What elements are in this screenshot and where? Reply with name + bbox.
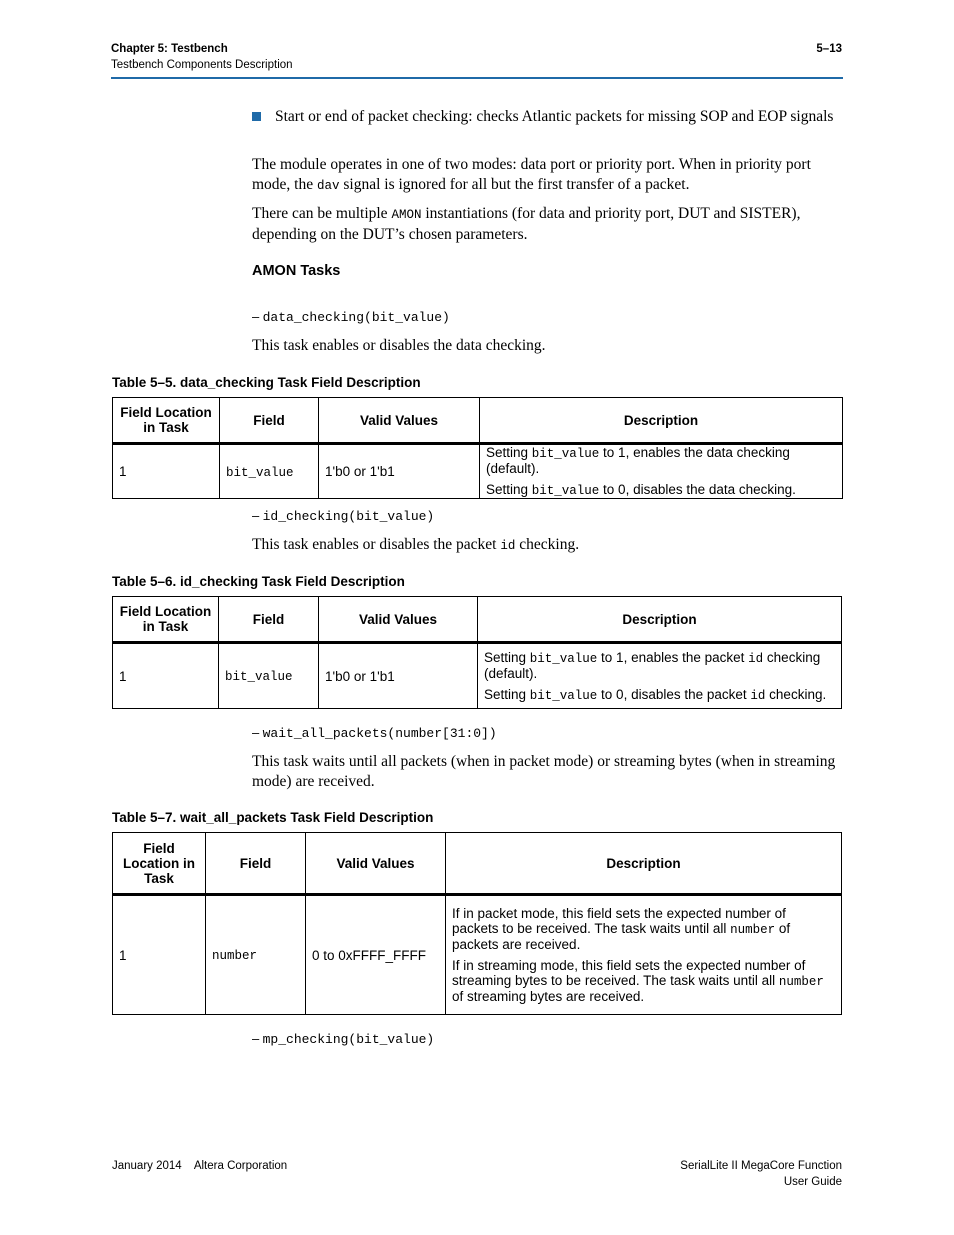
description-line	[484, 687, 835, 703]
table-caption: Table 5–6. id_checking Task Field Description	[112, 574, 405, 589]
dash: –	[252, 508, 260, 523]
inline-code: number	[730, 923, 776, 937]
signature: wait_all_packets(number[31:0])	[262, 726, 497, 741]
inline-code: id	[748, 651, 764, 666]
table-wait-all-packets	[112, 832, 842, 1015]
text: signal is ignored for all but the first transfer of a packet.	[339, 176, 690, 193]
header-cell: Field Location in Task	[113, 833, 206, 895]
cell-description	[480, 444, 843, 499]
task-signature-data-checking	[252, 309, 450, 325]
table-id-checking	[112, 596, 842, 709]
task-signature-id-checking	[252, 508, 434, 524]
cell-field	[219, 643, 319, 709]
text: Setting	[484, 649, 530, 665]
cell-field	[206, 895, 306, 1015]
header-cell: Field	[219, 597, 319, 643]
header-cell: Valid Values	[319, 398, 480, 444]
header-cell: Description	[480, 398, 843, 444]
text: checking.	[765, 686, 827, 702]
text: Setting	[486, 482, 532, 497]
header-cell: Field	[206, 833, 306, 895]
header-cell: Field Location in Task	[113, 398, 220, 444]
inline-code: bit_value	[529, 688, 598, 703]
text: checking.	[515, 536, 580, 553]
inline-code: AMON	[391, 208, 422, 222]
running-header-chapter: Chapter 5: Testbench	[111, 43, 228, 55]
description-line	[452, 958, 835, 1004]
description-line	[484, 650, 835, 681]
cell-description	[446, 895, 842, 1015]
bullet-square-icon	[252, 112, 261, 121]
header-cell: Valid Values	[306, 833, 446, 895]
footer-document-title: SerialLite II MegaCore Function	[680, 1160, 842, 1172]
paragraph-multiple	[252, 204, 840, 245]
inline-code: number	[212, 949, 258, 963]
text: to 0, disables the data checking.	[599, 482, 796, 497]
table-caption: Table 5–7. wait_all_packets Task Field Description	[112, 810, 434, 825]
inline-code: number	[778, 975, 824, 989]
text: to 1, enables the packet	[597, 649, 749, 665]
cell-location: 1	[113, 444, 220, 499]
text: The module operates in one of two modes: data port or priority port. When in priority port mode, the	[252, 156, 811, 193]
header-cell: Field Location in Task	[113, 597, 219, 643]
footer-document-subtitle: User Guide	[783, 1176, 842, 1188]
text: to 1, enables the data checking (default).	[486, 445, 790, 476]
text: checking (default).	[484, 649, 821, 681]
dash: –	[252, 725, 260, 740]
text: to 0, disables the packet	[597, 686, 751, 702]
header-cell: Field	[220, 398, 319, 444]
text: Setting	[486, 445, 532, 460]
dash: –	[252, 1031, 260, 1046]
header-cell: Valid Values	[319, 597, 478, 643]
inline-code: id	[750, 688, 766, 703]
footer-date-company: January 2014 Altera Corporation	[112, 1160, 288, 1172]
table-data-checking	[112, 397, 843, 499]
cell-valid-values: 0 to 0xFFFF_FFFF	[306, 895, 446, 1015]
inline-code: bit_value	[529, 651, 598, 666]
paragraph-modes	[252, 155, 840, 196]
bullet-text: Start or end of packet checking: checks Atlantic packets for missing SOP and EOP signals	[275, 108, 834, 125]
inline-code: bit_value	[531, 447, 600, 461]
inline-code: bit_value	[531, 484, 600, 498]
text: of streaming bytes are received.	[452, 989, 645, 1004]
header-cell: Description	[478, 597, 842, 643]
cell-description	[478, 643, 842, 709]
text: If in packet mode, this field sets the expected number of packets to be received. The task waits until all	[452, 906, 786, 936]
cell-valid-values: 1'b0 or 1'b1	[319, 643, 478, 709]
inline-code: bit_value	[225, 670, 293, 684]
signature: data_checking(bit_value)	[262, 310, 450, 325]
description-line	[486, 482, 836, 498]
cell-location: 1	[113, 643, 219, 709]
task-description	[252, 535, 840, 556]
signature: mp_checking(bit_value)	[262, 1032, 435, 1047]
page-number: 5–13	[816, 43, 842, 55]
text: There can be multiple	[252, 205, 392, 222]
cell-valid-values: 1'b0 or 1'b1	[319, 444, 480, 499]
cell-location: 1	[113, 895, 206, 1015]
table-caption: Table 5–5. data_checking Task Field Description	[112, 375, 421, 390]
text: instantiations (for data and priority port, DUT and SISTER), depending on the DUT’s chosen parameters.	[252, 205, 801, 243]
inline-code: dav	[317, 179, 340, 193]
task-signature-mp-checking	[252, 1031, 434, 1047]
task-description: This task enables or disables the data checking.	[252, 337, 546, 354]
running-header-section: Testbench Components Description	[111, 59, 293, 71]
header-rule	[111, 77, 843, 79]
dash: –	[252, 309, 260, 324]
signature: id_checking(bit_value)	[262, 509, 435, 524]
text: This task enables or disables the packet	[252, 536, 501, 553]
text: of packets are received.	[452, 921, 791, 952]
description-line	[486, 445, 836, 476]
text: Setting	[484, 686, 530, 702]
text: If in streaming mode, this field sets the expected number of streaming bytes to be received. The task waits until all	[452, 958, 806, 988]
cell-field	[220, 444, 319, 499]
inline-code: id	[500, 539, 516, 553]
task-description: This task waits until all packets (when in packet mode) or streaming bytes (when in streaming mode) are received.	[252, 753, 836, 790]
task-signature-wait-all-packets	[252, 725, 497, 741]
inline-code: bit_value	[226, 465, 294, 480]
header-cell: Description	[446, 833, 842, 895]
description-line	[452, 906, 835, 952]
section-heading: AMON Tasks	[252, 263, 341, 279]
